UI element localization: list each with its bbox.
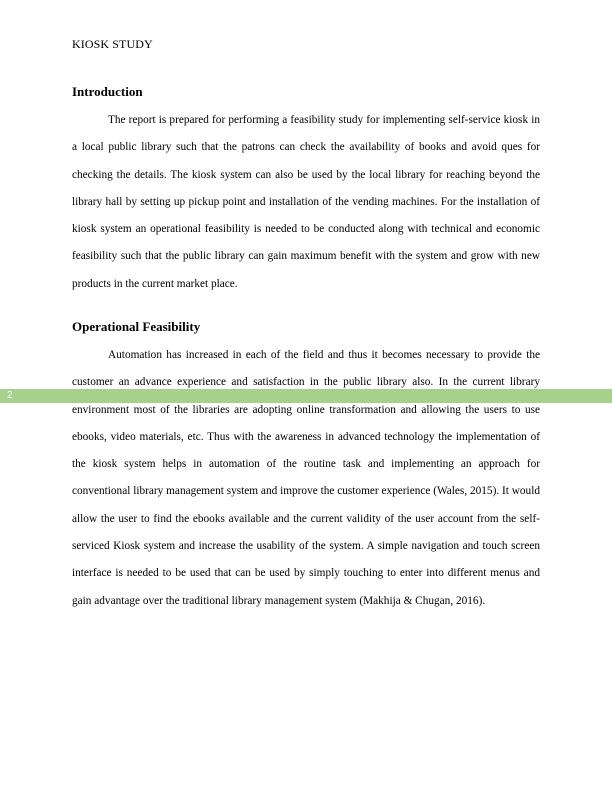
page-number: 2	[7, 390, 13, 401]
page-number-band	[0, 389, 612, 403]
introduction-paragraph: The report is prepared for performing a feasibility study for implementing self-service kiosk in a local public library such that the patrons can check the availability of books and avoid ques for checking the details. The kiosk system can also be used by the local library for reaching beyond the library hall by setting up pickup point and installation of the vending machines. For the installation of kiosk system an operational feasibility is needed to be conducted along with technical and economic feasibility such that the public library can gain maximum benefit with the system and grow with new products in the current market place.	[72, 114, 540, 290]
section-heading-operational-feasibility: Operational Feasibility	[72, 319, 201, 334]
operational-feasibility-paragraph: Automation has increased in each of the field and thus it becomes necessary to provide the customer an advance experience and satisfaction in the public library also. In the current library environment most of the libraries are adopting online transformation and allowing the users to use ebooks, video materials, etc. Thus with the awareness in advanced technology the implementation of the kiosk system helps in automation of the routine task and implementing an approach for conventional library management system and improve the customer experience (Wales, 2015). It would allow the user to find the ebooks available and the current validity of the user account from the self-serviced Kiosk system and increase the usability of the system. A simple navigation and touch screen interface is needed to be used that can be used by simply touching to enter into different menus and gain advantage over the traditional library management system (Makhija & Chugan, 2016).	[72, 349, 540, 607]
section-heading-introduction: Introduction	[72, 84, 143, 99]
running-head: KIOSK STUDY	[72, 37, 153, 51]
